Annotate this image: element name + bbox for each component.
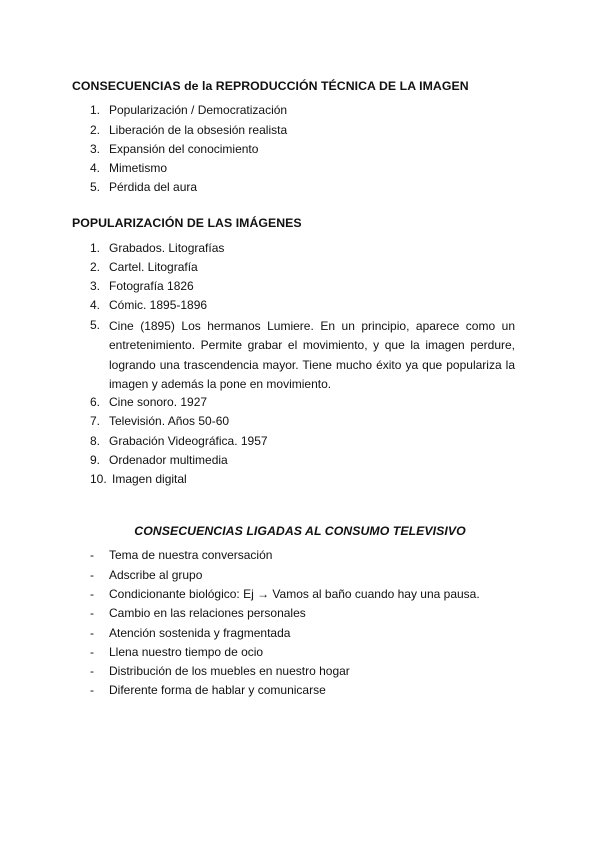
document-page: CONSECUENCIAS de la REPRODUCCIÓN TÉCNICA DE LA IMAGEN 1. Popularización / Democratización 2. Liberación de la obsesión realista 3. Expansión del conocimiento 4. Mimetismo 5. Pérdida del aura POPULARIZACIÓN DE LAS IMÁGENES 1. Grabados. Litografías 2. Cartel. Litografía 3. Fotografía 1826 4. Cómic. 1895-1896 5. Cine (1895) Los hermanos Lumiere. En un principio, aparece como un entretenimiento. Permite grabar el movimiento, y que la imagen perdure, logrando una trascendencia mayor. Tiene mucho éxito ya que populariza la imagen y además la pone en movimiento. 6. Cine sonoro. 1927 7. Televisión. Años 50-60 8. Grabación Videográfica. 1957 9. Ordenador multimedia 10. Imagen digital CONSECUENCIAS LIGADAS AL CONSUMO TELEVISIVO - Tema de nuestra conversación - Adscribe al grupo - Condicionante biológico: Ej → Vamos al baño cuando hay una pausa. - Cambio en las relaciones personales - Atención sostenida y fragmentada - Llena nuestro tiempo de ocio - Distribución de los muebles en nuestro hogar - Diferente forma de hablar y comunicarse [0,0,600,848]
section-2-heading: POPULARIZACIÓN DE LAS IMÁGENES [72,216,302,230]
section-1-heading: CONSECUENCIAS de la REPRODUCCIÓN TÉCNICA DE LA IMAGEN [72,79,469,93]
section-3-heading: CONSECUENCIAS LIGADAS AL CONSUMO TELEVISIVO [134,524,466,538]
paragraph-cine: Cine (1895) Los hermanos Lumiere. En un principio, aparece como un entretenimiento. Permite grabar el movimiento, y que la imagen perdure, logrando una trascendencia mayor. Tiene mucho éxito ya que populariza la imagen y además la pone en movimiento. [109,319,515,392]
